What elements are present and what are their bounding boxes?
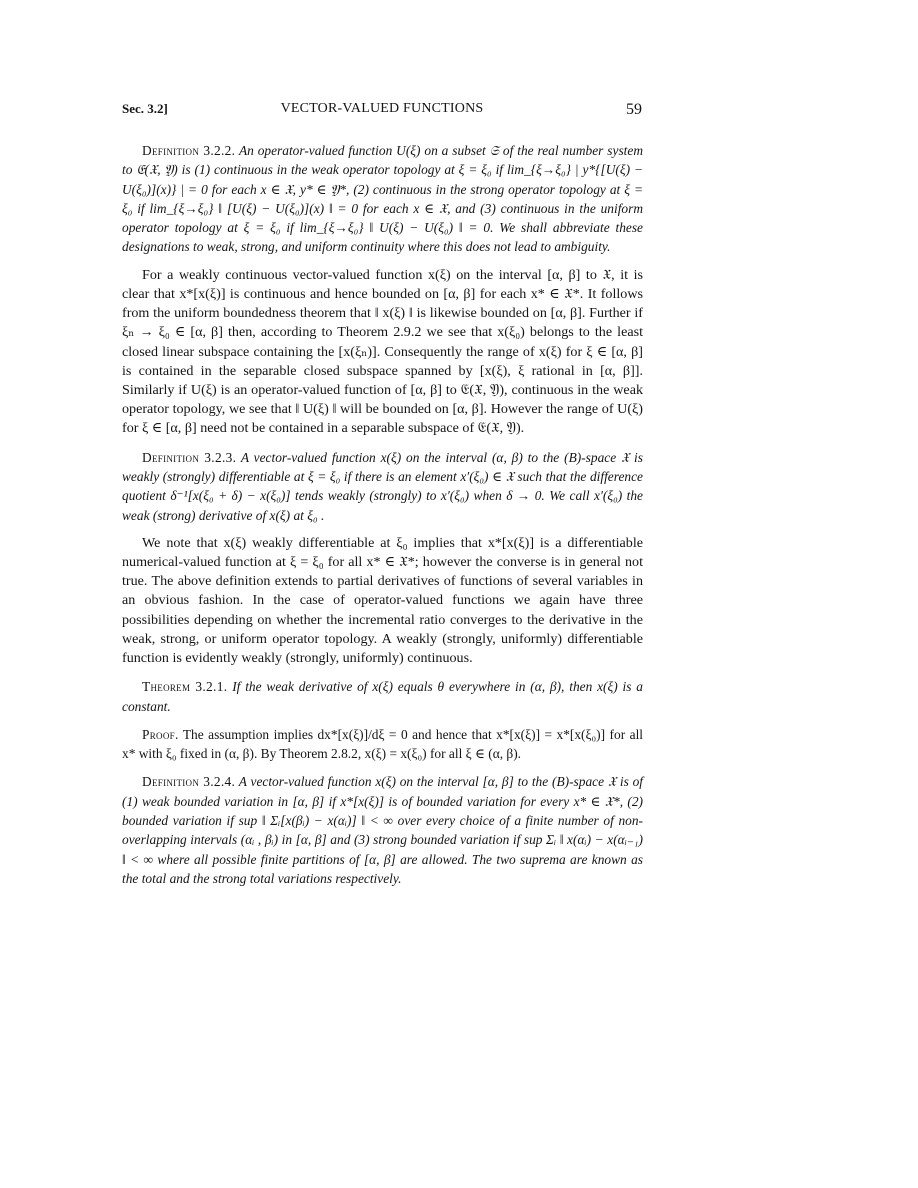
definition-text: A vector-valued function x(ξ) on the interval [α, β] to the (B)-space 𝔛 is of (1) weak bounded variation in [α, β] if x*[x(ξ)] is of bounded variation for every x* ∈ 𝔛*, (2) bounded variation if sup ‖ Σᵢ[x(βᵢ) − x(αᵢ)] ‖ < ∞ over every choice of a finite number of non-overlapping intervals (αᵢ , βᵢ) in [α, β] and (3) strong bounded variation if sup Σᵢ ‖ x(αᵢ) − x(αᵢ₋₁) ‖ < ∞ where all possible finite partitions of [α, β] are allowed. The two suprema are known as the total and the strong total variations respectively. (122, 774, 643, 886)
proof-text: The assumption implies dx*[x(ξ)]/dξ = 0 and hence that x*[x(ξ)] = x*[x(ξ₀)] for all x* with ξ₀ fixed in (α, β). By Theorem 2.8.2, x(ξ) = x(ξ₀) for all ξ ∈ (α, β). (122, 726, 644, 762)
definition-text: An operator-valued function U(ξ) on a subset 𝔖 of the real number system to 𝔈(𝔛, 𝔜) is (1) continuous in the weak operator topology at ξ = ξ₀ if lim_{ξ→ξ₀} | y*{[U(ξ) − U(ξ₀)](x)} | = 0 for each x ∈ 𝔛, y* ∈ 𝔜*, (2) continuous in the strong operator topology at ξ = ξ₀ if lim_{ξ→ξ₀} ‖ [U(ξ) − U(ξ₀)](x) ‖ = 0 for each x ∈ 𝔛, and (3) continuous in the uniform operator topology at ξ = ξ₀ if lim_{ξ→ξ₀} ‖ U(ξ) − U(ξ₀) ‖ = 0. We shall abbreviate these designations to weak, strong, and uniform continuity where this does not lead to ambiguity. (122, 143, 643, 255)
running-title: VECTOR-VALUED FUNCTIONS (280, 101, 484, 116)
proof-label: Proof. (142, 726, 179, 742)
definition-text: A vector-valued function x(ξ) on the interval (α, β) to the (B)-space 𝔛 is weakly (strongly) differentiable at ξ = ξ₀ if there is an element x′(ξ₀) ∈ 𝔛 such that the difference quotient δ⁻¹[x(ξ₀ + δ) − x(ξ₀)] tends weakly (strongly) to x′(ξ₀) when δ → 0. We call x′(ξ₀) the weak (strong) derivative of x(ξ) at ξ₀ . (122, 449, 643, 523)
paragraph-text: For a weakly continuous vector-valued function x(ξ) on the interval [α, β] to 𝔛, it is clear that x*[x(ξ)] is continuous and hence bounded on [α, β] for each x* ∈ 𝔛*. It follows from the uniform boundedness theorem that ‖ x(ξ) ‖ is likewise bounded on [α, β]. Further if ξₙ → ξ₀ ∈ [α, β] then, according to Theorem 2.9.2 we see that x(ξ₀) belongs to the least closed linear subspace containing the [x(ξₙ)]. Consequently the range of x(ξ) for ξ ∈ [α, β] is contained in the separable closed subspace spanned by [x(ξ), ξ rational in [α, β]]. Similarly if U(ξ) is an operator-valued function of [α, β] to 𝔈(𝔛, 𝔜), continuous in the weak operator topology, we see that ‖ U(ξ) ‖ will be bounded on [α, β]. However the range of U(ξ) for ξ ∈ [α, β] need not be contained in a separable subspace of 𝔈(𝔛, 𝔜). (122, 266, 643, 437)
theorem-3-2-1 (122, 677, 643, 716)
paragraph-text: We note that x(ξ) weakly differentiable at ξ₀ implies that x*[x(ξ)] is a differentiable numerical-valued function at ξ = ξ₀ for all x* ∈ 𝔛*; however the converse is in general not true. The above definition extends to partial derivatives of functions of several variables in an obvious fashion. In the case of operator-valued functions we again have three possibilities depending on whether the incremental ratio converges to the derivative in the weak, strong, or uniform operator topology. A weakly (strongly, uniformly) differentiable function is evidently weakly (strongly, uniformly) continuous. (122, 534, 643, 667)
definition-3-2-4 (122, 772, 643, 888)
theorem-label: Theorem 3.2.1. (142, 679, 228, 695)
definition-3-2-2 (122, 141, 643, 257)
definition-label: Definition 3.2.2. (142, 143, 236, 158)
page-body (122, 141, 643, 897)
definition-label: Definition 3.2.4. (142, 774, 236, 790)
definition-3-2-3 (122, 448, 643, 525)
paragraph-weak-continuity (122, 266, 643, 439)
running-header (122, 101, 642, 121)
proof (122, 725, 643, 764)
definition-label: Definition 3.2.3. (142, 449, 237, 465)
page-number: 59 (626, 101, 642, 118)
section-label: Sec. 3.2] (122, 101, 168, 116)
theorem-text: If the weak derivative of x(ξ) equals θ everywhere in (α, β), then x(ξ) is a constant. (122, 679, 643, 714)
paragraph-differentiability (122, 534, 643, 668)
